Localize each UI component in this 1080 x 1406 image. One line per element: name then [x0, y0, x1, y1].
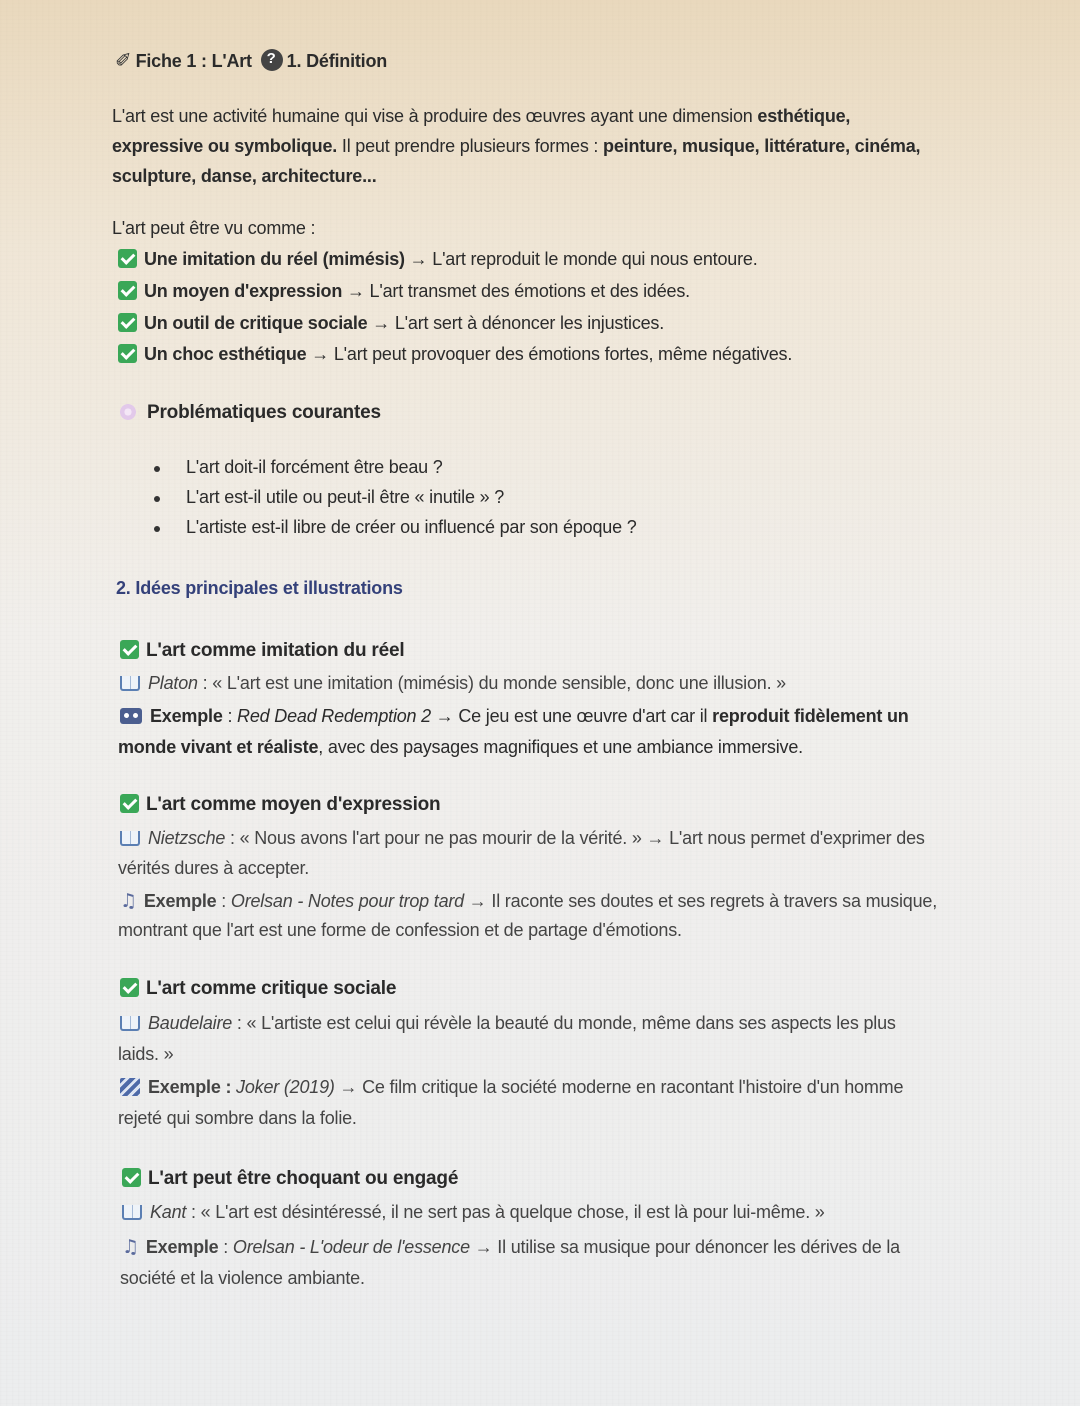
music-note-icon: ♫	[120, 890, 137, 912]
example-label: Exemple	[143, 891, 217, 911]
checkmark-icon	[118, 344, 137, 363]
quote-author: Platon	[148, 673, 198, 693]
idea-title-text: L'art peut être choquant ou engagé	[148, 1168, 459, 1189]
view-item	[118, 313, 664, 334]
quote-text: : « L'art est une imitation (mimésis) du monde sensible, donc une illusion. »	[197, 673, 786, 693]
book-icon	[120, 676, 140, 691]
music-note-icon: ♫	[122, 1236, 139, 1258]
problem-item: L'art doit-il forcément être beau ?	[186, 457, 443, 477]
sheet-title: Fiche 1 : L'Art	[135, 51, 252, 71]
definition-line-1	[112, 106, 850, 127]
example-work: Orelsan - Notes pour trop tard	[230, 891, 464, 911]
idea-quote	[120, 1013, 896, 1034]
definition-line-2	[112, 136, 920, 157]
checkmark-icon	[120, 978, 139, 997]
quote-author: Kant	[150, 1202, 187, 1222]
example-work: Joker (2019)	[236, 1077, 335, 1097]
view-item-text: → L'art peut provoquer des émotions fortes, même négatives.	[306, 344, 793, 364]
section-1-title: 1. Définition	[286, 51, 388, 71]
view-item-bold: Un moyen d'expression	[144, 281, 343, 301]
problematiques-title: Problématiques courantes	[147, 402, 381, 423]
idea-title	[122, 1168, 458, 1190]
definition-bold: esthétique,	[757, 106, 851, 126]
quote-text: : « L'artiste est celui qui révèle la beauté du monde, même dans ses aspects les plus	[232, 1013, 896, 1033]
definition-bold: peinture, musique, littérature, cinéma,	[603, 136, 921, 156]
view-item-text: → L'art sert à dénoncer les injustices.	[367, 313, 665, 333]
quote-author: Nietzsche	[148, 828, 226, 848]
book-icon	[120, 831, 140, 846]
idea-quote-cont: laids. »	[118, 1044, 174, 1064]
checkmark-icon	[122, 1168, 141, 1187]
view-item-bold: Un choc esthétique	[144, 344, 307, 364]
example-text: , avec des paysages magnifiques et une ambiance immersive.	[318, 737, 803, 757]
checkmark-icon	[118, 281, 137, 300]
checkmark-icon	[120, 640, 139, 659]
gamepad-icon	[120, 708, 142, 724]
idea-quote-cont: vérités dures à accepter.	[118, 858, 310, 878]
idea-title-text: L'art comme imitation du réel	[146, 640, 405, 661]
example-label: Exemple	[145, 1237, 219, 1257]
example-label: Exemple :	[148, 1077, 232, 1097]
example-text: → Ce jeu est une œuvre d'art car il	[430, 706, 713, 726]
checkmark-icon	[118, 249, 137, 268]
idea-quote	[122, 1202, 825, 1223]
problem-item: L'artiste est-il libre de créer ou influencé par son époque ?	[186, 517, 637, 537]
question-icon	[261, 49, 283, 71]
example-work: Red Dead Redemption 2	[237, 706, 431, 726]
definition-bold: expressive ou symbolique.	[112, 136, 338, 156]
views-intro: L'art peut être vu comme :	[112, 218, 316, 238]
book-icon	[120, 1016, 140, 1031]
example-text: → Il utilise sa musique pour dénoncer les dérives de la	[469, 1237, 900, 1257]
view-item-text: → L'art transmet des émotions et des idées.	[342, 281, 690, 301]
view-item-bold: Un outil de critique sociale	[144, 313, 368, 333]
definition-line-3: sculpture, danse, architecture...	[112, 166, 377, 186]
idea-title	[120, 640, 404, 662]
checkmark-icon	[120, 794, 139, 813]
view-item	[118, 344, 792, 365]
example-text: → Ce film critique la société moderne en racontant l'histoire d'un homme	[334, 1077, 904, 1097]
bullet-icon	[154, 466, 160, 472]
idea-example-cont: montrant que l'art est une forme de confession et de partage d'émotions.	[118, 920, 682, 940]
idea-example: ♫ Exemple : Orelsan - Notes pour trop tard → Il raconte ses doutes et ses regrets à travers sa musique,	[120, 890, 938, 912]
view-item-text: → L'art reproduit le monde qui nous entoure.	[404, 249, 758, 269]
idea-quote	[120, 828, 925, 849]
example-bold: reproduit fidèlement un	[712, 706, 909, 726]
view-item	[118, 281, 690, 302]
view-item-bold: Une imitation du réel (mimésis)	[144, 249, 405, 269]
problem-item: L'art est-il utile ou peut-il être « inutile » ?	[186, 487, 505, 507]
idea-title-text: L'art comme critique sociale	[146, 978, 397, 999]
definition-text: Il peut prendre plusieurs formes :	[337, 136, 604, 156]
idea-title	[120, 978, 396, 1000]
idea-quote	[120, 673, 786, 694]
example-text: → Il raconte ses doutes et ses regrets à travers sa musique,	[464, 891, 938, 911]
idea-example-cont: rejeté qui sombre dans la folie.	[118, 1108, 357, 1128]
idea-example: ♫ Exemple : Orelsan - L'odeur de l'essence → Il utilise sa musique pour dénoncer les dérives de la	[122, 1236, 900, 1258]
checkmark-icon	[118, 313, 137, 332]
bullet-icon	[154, 526, 160, 532]
section-2-title: 2. Idées principales et illustrations	[116, 578, 403, 598]
idea-title-text: L'art comme moyen d'expression	[146, 794, 441, 815]
definition-text: L'art est une activité humaine qui vise à produire des œuvres ayant une dimension	[112, 106, 758, 126]
quote-text: : « Nous avons l'art pour ne pas mourir de la vérité. » → L'art nous permet d'exprimer des	[225, 828, 925, 848]
clapperboard-icon	[120, 1078, 140, 1096]
pushpin-icon: ✐	[115, 48, 132, 72]
flower-icon	[118, 402, 138, 422]
idea-example: Exemple : Red Dead Redemption 2 → Ce jeu est une œuvre d'art car il reproduit fidèlement un	[120, 706, 909, 727]
idea-title	[120, 794, 440, 816]
quote-text: : « L'art est désintéressé, il ne sert pas à quelque chose, il est là pour lui-même. »	[186, 1202, 825, 1222]
quote-author: Baudelaire	[148, 1013, 233, 1033]
bullet-icon	[154, 496, 160, 502]
idea-example-cont	[118, 737, 803, 758]
example-label: Exemple	[150, 706, 223, 726]
example-bold: monde vivant et réaliste	[118, 737, 319, 757]
page-header	[115, 48, 387, 72]
idea-example-cont: société et la violence ambiante.	[120, 1268, 365, 1288]
problematiques-heading	[118, 402, 381, 424]
example-work: Orelsan - L'odeur de l'essence	[232, 1237, 470, 1257]
idea-example	[120, 1077, 903, 1098]
book-icon	[122, 1205, 142, 1220]
view-item	[118, 249, 758, 270]
